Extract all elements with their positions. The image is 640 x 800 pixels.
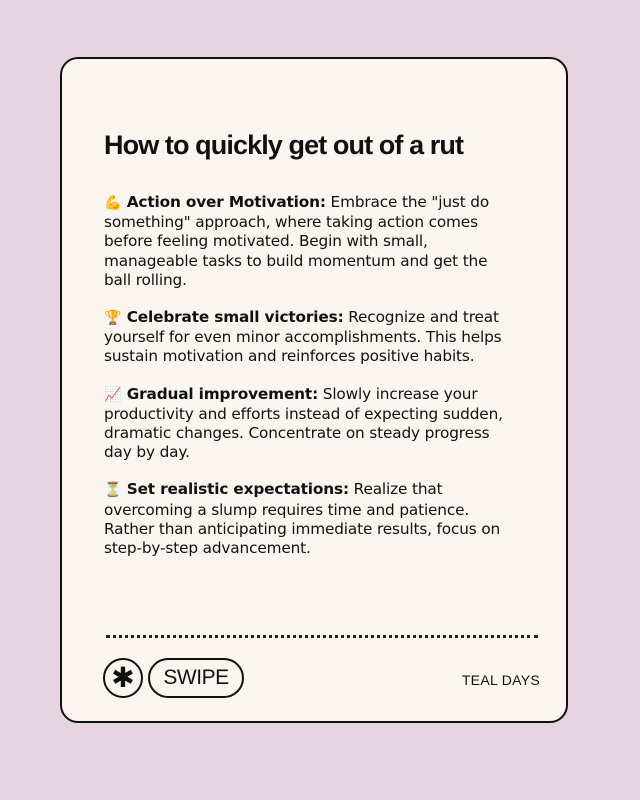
tip-action-over-motivation: [104, 193, 514, 290]
page-title: How to quickly get out of a rut: [104, 130, 464, 160]
tip-heading: Gradual improvement:: [126, 384, 319, 403]
tip-celebrate-small-victories: [104, 308, 514, 367]
tip-body: Embrace the "just do something" approach, where taking action comes before feeling motivated. Begin with small, manageable tasks to build momentum and get the ball rolling.: [104, 193, 490, 289]
flexed-biceps-icon: 💪: [104, 195, 122, 211]
tip-body: Recognize and treat yourself for even minor accomplishments. This helps sustain motivation and reinforces positive habits.: [104, 308, 502, 366]
slide-card: [60, 57, 568, 723]
tip-heading: Action over Motivation:: [126, 193, 326, 211]
tip-body: Realize that overcoming a slump requires time and patience. Rather than anticipating immediate results, focus on step-by-step advancement.: [104, 480, 501, 558]
tip-gradual-improvement: [104, 385, 514, 463]
hourglass-icon: ⏳: [104, 482, 122, 499]
tip-heading: Set realistic expectations:: [126, 480, 349, 499]
trophy-icon: 🏆: [104, 310, 122, 327]
chart-increasing-icon: 📈: [104, 386, 122, 403]
tip-set-realistic-expectations: [104, 480, 514, 558]
brand-name: TEAL DAYS: [461, 672, 540, 688]
asterisk-icon: ✱: [103, 658, 143, 698]
dotted-divider: [106, 635, 538, 638]
tip-body: Slowly increase your productivity and efforts instead of expecting sudden, dramatic changes. Concentrate on steady progress day by day.: [104, 384, 503, 462]
tip-heading: Celebrate small victories:: [126, 308, 344, 327]
swipe-button[interactable]: SWIPE: [148, 658, 244, 698]
tips-list: [104, 193, 514, 576]
